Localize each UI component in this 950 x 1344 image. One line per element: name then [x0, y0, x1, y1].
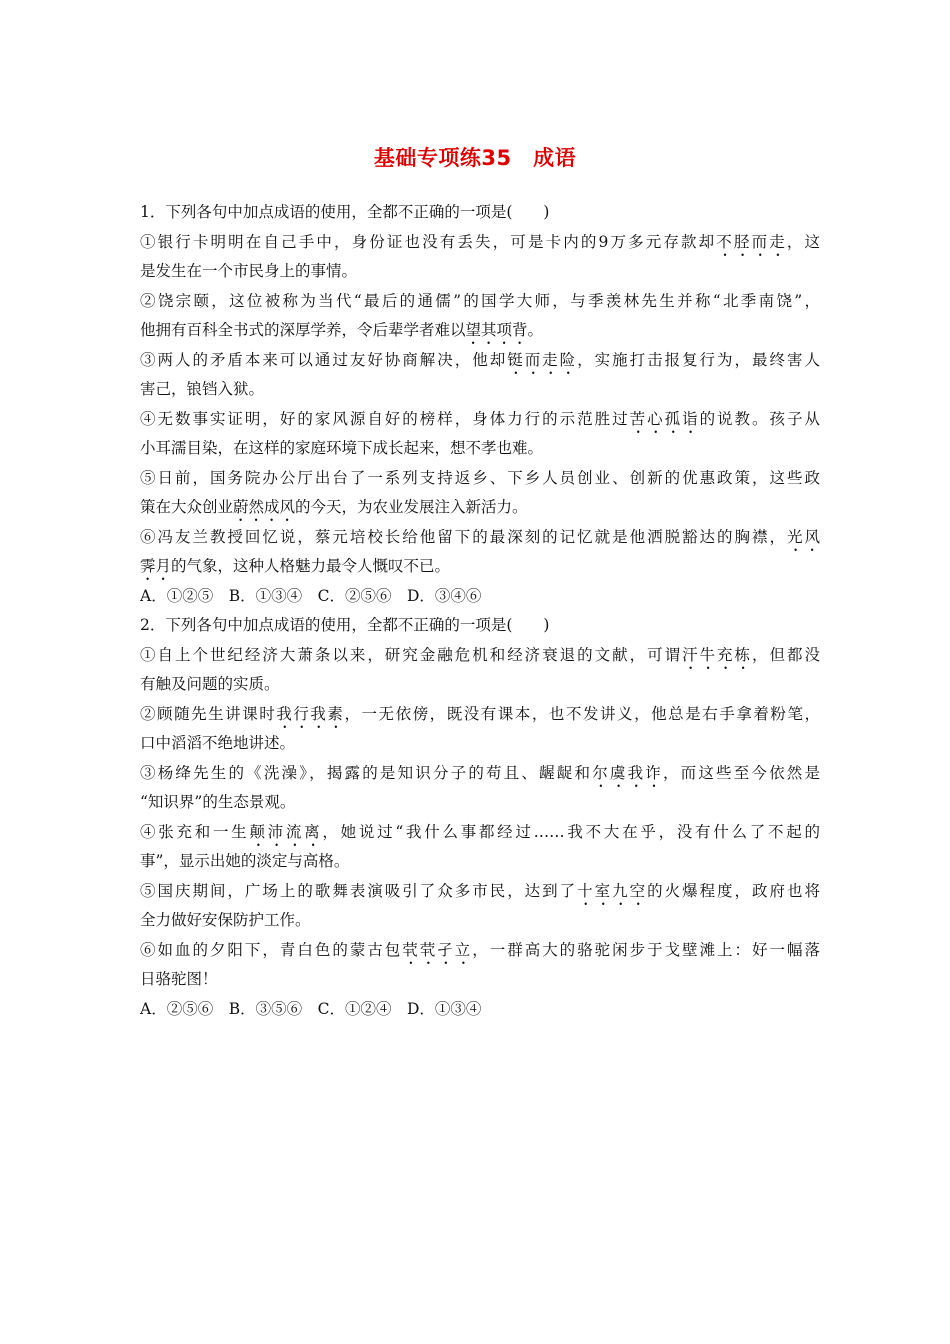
- question-1: [140, 198, 820, 611]
- emphasized-idiom: 汗牛充栋: [682, 645, 753, 664]
- q1-sentence-1-line-1: ①银行卡明明在自己手中，身份证也没有丢失，可是卡内的9万多元存款却不胫而走，这: [140, 232, 820, 251]
- q2-sentence-2-line-1: ②顾随先生讲课时我行我素，一无依傍，既没有课本，也不发讲义，他总是右手拿着粉笔，: [140, 704, 820, 723]
- question-1-options: A．①②⑤ B．①③④ C．②⑤⑥ D．③④⑥: [140, 586, 482, 605]
- q1-sentence-5-line-1: ⑤日前，国务院办公厅出台了一系列支持返乡、下乡人员创业、创新的优惠政策，这些政: [140, 468, 820, 487]
- emphasized-idiom: 茕茕孑立: [402, 940, 473, 959]
- q2-sentence-4-line-2: 事”，显示出她的淡定与高格。: [140, 852, 350, 870]
- q2-sentence-6-line-2: 日骆驼图！: [140, 970, 218, 988]
- q2-sentence-5-line-1: ⑤国庆期间，广场上的歌舞表演吸引了众多市民，达到了十室九空的火爆程度，政府也将: [140, 881, 820, 900]
- emphasized-idiom: 蔚然成风: [233, 498, 296, 516]
- q1-sentence-4-line-2: 小耳濡目染，在这样的家庭环境下成长起来，想不孝也难。: [140, 439, 544, 457]
- emphasized-idiom: 霁月: [140, 557, 172, 575]
- page-title: 基础专项练35 成语: [373, 146, 577, 170]
- q1-sentence-5-line-2: 策在大众创业蔚然成风的今天，为农业发展注入新活力。: [140, 498, 528, 516]
- q1-sentence-6-line-1: ⑥冯友兰教授回忆说，蔡元培校长给他留下的最深刻的记忆就是他洒脱豁达的胸襟，光风: [140, 527, 820, 546]
- emphasized-idiom: 光风: [787, 527, 820, 546]
- q2-sentence-5-line-2: 全力做好安保防护工作。: [140, 911, 311, 929]
- q1-sentence-3-line-1: ③两人的矛盾本来可以通过友好协商解决，他却铤而走险，实施打击报复行为，最终害人: [140, 350, 820, 369]
- q2-sentence-1-line-2: 有触及问题的实质。: [140, 675, 280, 693]
- emphasized-idiom: 苦心孤诣: [629, 409, 700, 428]
- emphasized-idiom: 尔虞我诈: [592, 763, 663, 782]
- q1-sentence-6-line-2: 霁月的气象，这种人格魅力最令人慨叹不已。: [140, 557, 451, 575]
- q1-sentence-2-line-2: 他拥有百科全书式的深厚学养，令后辈学者难以望其项背。: [140, 321, 544, 339]
- question-2: [140, 611, 820, 1024]
- q2-sentence-3-line-2: “知识界”的生态景观。: [140, 793, 296, 811]
- q1-sentence-2-line-1: ②饶宗颐，这位被称为当代“最后的通儒”的国学大师，与季羡林先生并称“北季南饶”，: [140, 291, 820, 310]
- q2-sentence-3-line-1: ③杨绛先生的《洗澡》，揭露的是知识分子的苟且、龌龊和尔虞我诈，而这些至今依然是: [140, 763, 820, 782]
- emphasized-idiom: 铤而走险: [507, 350, 578, 369]
- emphasized-idiom: 颠沛流离: [249, 822, 323, 841]
- q1-sentence-3-line-2: 害己，锒铛入狱。: [140, 380, 265, 398]
- question-1-stem: 1．下列各句中加点成语的使用，全都不正确的一项是( ): [140, 203, 550, 221]
- q2-sentence-6-line-1: ⑥如血的夕阳下，青白色的蒙古包茕茕孑立，一群高大的骆驼闲步于戈壁滩上：好一幅落: [140, 940, 820, 959]
- question-2-options: A．②⑤⑥ B．③⑤⑥ C．①②④ D．①③④: [140, 999, 482, 1018]
- q1-sentence-4-line-1: ④无数事实证明，好的家风源自好的榜样，身体力行的示范胜过苦心孤诣的说教。孩子从: [140, 409, 820, 428]
- emphasized-idiom: 不胫而走: [716, 232, 787, 251]
- q1-sentence-1-line-2: 是发生在一个市民身上的事情。: [140, 262, 358, 280]
- document-body: [140, 198, 820, 1024]
- q2-sentence-4-line-1: ④张充和一生颠沛流离，她说过“我什么事都经过……我不大在乎，没有什么了不起的: [140, 822, 820, 841]
- emphasized-idiom: 我行我素: [276, 704, 345, 723]
- emphasized-idiom: 十室九空: [577, 881, 648, 900]
- q2-sentence-2-line-2: 口中滔滔不绝地讲述。: [140, 734, 296, 752]
- q2-sentence-1-line-1: ①自上个世纪经济大萧条以来，研究金融危机和经济衰退的文献，可谓汗牛充栋，但都没: [140, 645, 820, 664]
- emphasized-idiom: 望其项背: [465, 321, 528, 339]
- question-2-stem: 2．下列各句中加点成语的使用，全都不正确的一项是( ): [140, 616, 550, 634]
